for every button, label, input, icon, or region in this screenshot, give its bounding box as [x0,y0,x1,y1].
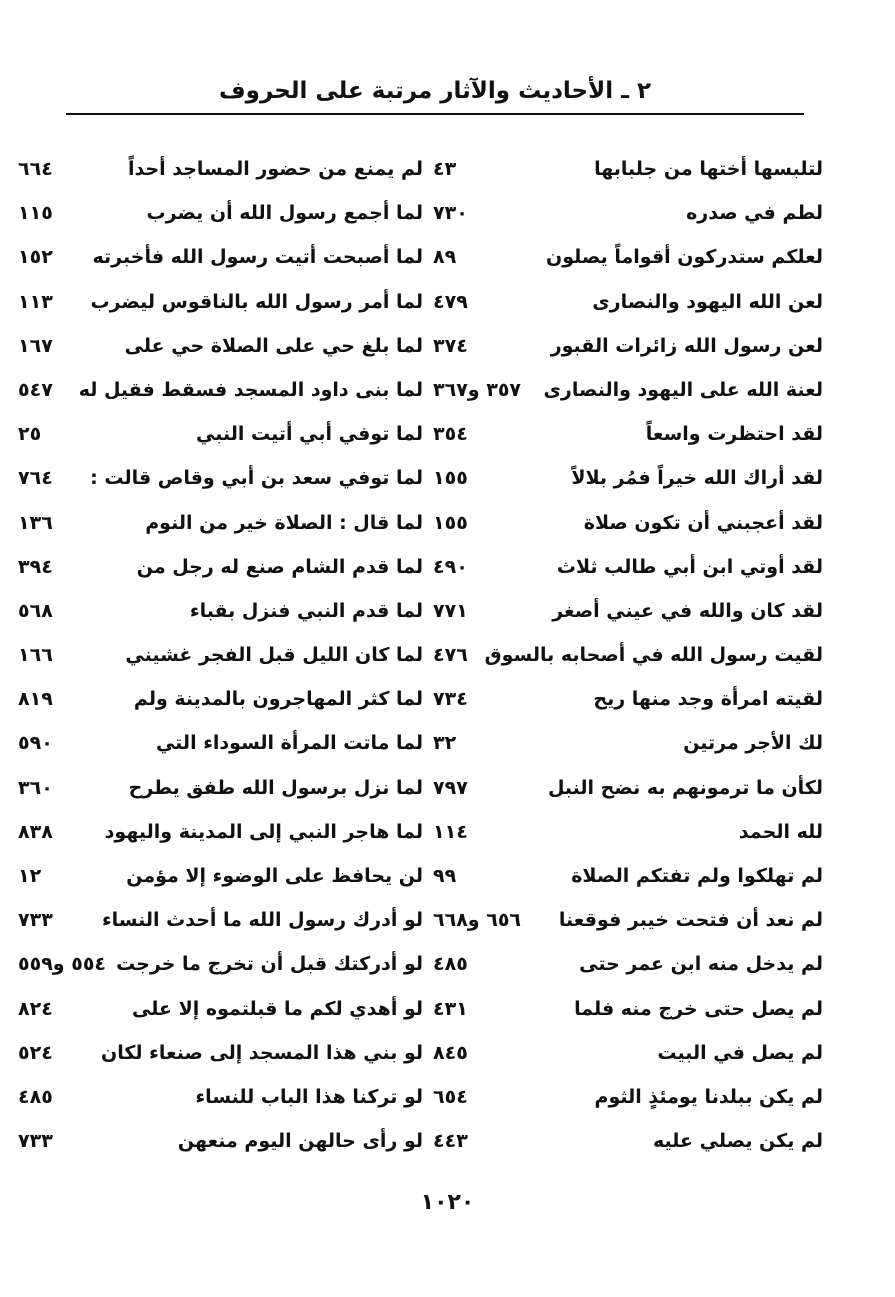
index-entry [18,945,423,989]
entry-page-number: ٧٧١ [433,599,468,622]
entry-text: لعن رسول الله زائرات القبور [550,334,823,357]
entry-text: لم يصل في البيت [657,1041,823,1064]
entry-page-number: ٥٤٧ [18,378,53,401]
index-entry [18,283,423,327]
index-entry [433,548,823,592]
entry-page-number: ٣٢ [433,732,457,755]
entry-text: لقد أعجبني أن تكون صلاة [583,511,823,534]
index-entry [433,327,823,371]
entry-text: لما توفي سعد بن أبي وقاص قالت : [90,467,423,490]
index-entry [18,1034,423,1078]
index-entry [18,724,423,768]
entry-page-number: ٧٣٤ [433,688,468,711]
index-entry [433,724,823,768]
entry-text: لتلبسها أختها من جلبابها [594,158,823,180]
index-entry [18,459,423,503]
entry-page-number: ٥٥٤ و٥٥٩ [18,953,107,976]
left-index-column [18,150,423,1166]
entry-text: لما ماتت المرأة السوداء التي [155,732,423,755]
entry-page-number: ٨٣٨ [18,820,53,843]
entry-text: لم يصل حتى خرج منه فلما [574,997,823,1020]
entry-text: لم يكن يصلي عليه [652,1130,823,1153]
entry-page-number: ٤٣١ [433,997,468,1020]
index-entry [18,415,423,459]
entry-page-number: ٤٨٥ [433,953,468,976]
entry-text: لو أدرك رسول الله ما أحدث النساء [101,909,423,932]
index-entry [433,857,823,901]
entry-page-number: ٦٦٤ [18,158,53,180]
entry-page-number: ١٥٢ [18,246,53,269]
index-entry [18,238,423,282]
index-entry [18,990,423,1034]
entry-page-number: ٧٣٠ [433,202,468,225]
entry-text: لما أجمع رسول الله أن يضرب [146,202,423,225]
entry-text: لما كان الليل قبل الفجر غشيني [125,644,423,667]
index-entry [433,194,823,238]
entry-page-number: ٣٧٤ [433,334,468,357]
entry-page-number: ٧٩٧ [433,776,468,799]
entry-text: لقد كان والله في عيني أصغر [552,599,823,622]
entry-page-number: ٨٩ [433,246,457,269]
entry-text: لعن الله اليهود والنصارى [592,290,823,313]
entry-text: لو رأى حالهن اليوم منعهن [177,1130,423,1153]
index-entry [433,990,823,1034]
entry-text: لما هاجر النبي إلى المدينة واليهود [104,820,423,843]
index-entry [433,592,823,636]
entry-page-number: ٤٤٣ [433,1130,468,1153]
index-entry [433,901,823,945]
entry-text: لو أدركتك قبل أن تخرج ما خرجت [116,953,423,976]
page-header: ٢ ـ الأحاديث والآثار مرتبة على الحروف [218,78,652,104]
entry-text: لما بلغ حي على الصلاة حي على [124,334,423,357]
index-entry [18,636,423,680]
entry-text: لما قدم الشام صنع له رجل من [136,555,423,578]
entry-page-number: ٦٥٦ و٦٦٨ [433,909,522,932]
index-entry [18,150,423,194]
index-entry [433,1034,823,1078]
header-rule [66,113,804,115]
entry-page-number: ٨١٩ [18,688,53,711]
index-entry [18,901,423,945]
entry-text: لم يدخل منه ابن عمر حتى [579,953,823,976]
entry-page-number: ٥٦٨ [18,599,53,622]
entry-text: لم نعد أن فتحت خيبر فوقعنا [558,909,823,932]
entry-page-number: ١٣٦ [18,511,53,534]
entry-page-number: ١١٥ [18,202,53,225]
entry-page-number: ١٥٥ [433,511,468,534]
entry-page-number: ٧٦٤ [18,467,53,490]
index-entry [433,283,823,327]
index-entry [18,813,423,857]
entry-page-number: ٧٣٣ [18,909,53,932]
entry-page-number: ٤٧٦ [433,644,468,667]
index-entry [433,636,823,680]
entry-page-number: ٤٩٠ [433,555,468,578]
entry-page-number: ٥٩٠ [18,732,53,755]
entry-text: لقيت رسول الله في أصحابه بالسوق [484,644,823,667]
index-entry [433,238,823,282]
entry-page-number: ٤٧٩ [433,290,468,313]
index-entry [18,592,423,636]
index-entry [433,459,823,503]
entry-text: لقد احتظرت واسعاً [645,423,823,446]
index-entry [433,945,823,989]
entry-text: لم يكن ببلدنا يومئذٍ الثوم [594,1085,823,1108]
entry-text: لك الأجر مرتين [683,732,823,755]
entry-page-number: ١٥٥ [433,467,468,490]
entry-page-number: ٧٣٣ [18,1130,53,1153]
entry-page-number: ٣٩٤ [18,555,53,578]
page-number: ١٠٢٠ [420,1190,475,1215]
index-entry [433,371,823,415]
entry-text: لم تهلكوا ولم تفتكم الصلاة [571,865,823,887]
entry-page-number: ٣٥٧ و٣٦٧ [433,378,522,401]
entry-text: لما أمر رسول الله بالناقوس ليضرب [90,290,423,313]
entry-text: لم يمنع من حضور المساجد أحداً [127,158,423,180]
entry-text: لعلكم ستدركون أقواماً يصلون [546,246,823,269]
entry-page-number: ١٦٦ [18,644,53,667]
entry-page-number: ٣٦٠ [18,776,53,799]
entry-page-number: ٥٢٤ [18,1041,53,1064]
entry-page-number: ١٦٧ [18,334,53,357]
entry-page-number: ٦٥٤ [433,1085,468,1108]
entry-text: لله الحمد [738,820,823,843]
index-entry [433,1122,823,1166]
entry-page-number: ١١٤ [433,820,468,843]
entry-text: لما قدم النبي فنزل بقباء [189,599,423,622]
entry-text: لكأن ما ترمونهم به نضح النبل [547,776,823,799]
entry-page-number: ٨٢٤ [18,997,53,1020]
index-entry [18,769,423,813]
entry-text: لعنة الله على اليهود والنصارى [543,378,823,401]
entry-page-number: ١٢ [18,865,42,887]
entry-text: لما نزل برسول الله طفق يطرح [128,776,423,799]
entry-text: لطم في صدره [686,202,823,225]
index-entry [433,1078,823,1122]
entry-text: لو تركنا هذا الباب للنساء [195,1085,423,1108]
index-entry [433,415,823,459]
entry-page-number: ٩٩ [433,865,457,887]
entry-page-number: ٤٨٥ [18,1085,53,1108]
index-entry [18,857,423,901]
entry-text: لقيته امرأة وجد منها ريح [593,688,823,711]
index-entry [18,680,423,724]
entry-text: لقد أراك الله خيراً فمُر بلالاً [571,467,823,490]
index-entry [18,327,423,371]
entry-text: لما توفي أبي أتيت النبي [196,423,423,446]
right-index-column [433,150,823,1166]
index-entry [433,150,823,194]
entry-text: لقد أوتي ابن أبي طالب ثلاث [556,555,823,578]
entry-text: لما قال : الصلاة خير من النوم [145,511,423,534]
entry-text: لن يحافظ على الوضوء إلا مؤمن [126,865,423,887]
entry-page-number: ١١٣ [18,290,53,313]
index-entry [18,1078,423,1122]
entry-text: لما بنى داود المسجد فسقط فقيل له [78,378,423,401]
index-entry [18,194,423,238]
index-entry [433,769,823,813]
entry-text: لو أهدي لكم ما قبلتموه إلا على [132,997,423,1020]
entry-text: لما أصبحت أتيت رسول الله فأخبرته [92,246,423,269]
entry-page-number: ٤٣ [433,158,457,180]
index-entry [433,813,823,857]
index-entry [18,548,423,592]
entry-page-number: ٢٥ [18,423,42,446]
index-entry [433,680,823,724]
index-entry [18,371,423,415]
index-entry [18,504,423,548]
index-entry [18,1122,423,1166]
entry-page-number: ٣٥٤ [433,423,468,446]
index-entry [433,504,823,548]
entry-text: لو بني هذا المسجد إلى صنعاء لكان [101,1041,423,1064]
entry-page-number: ٨٤٥ [433,1041,468,1064]
entry-text: لما كثر المهاجرون بالمدينة ولم [133,688,423,711]
